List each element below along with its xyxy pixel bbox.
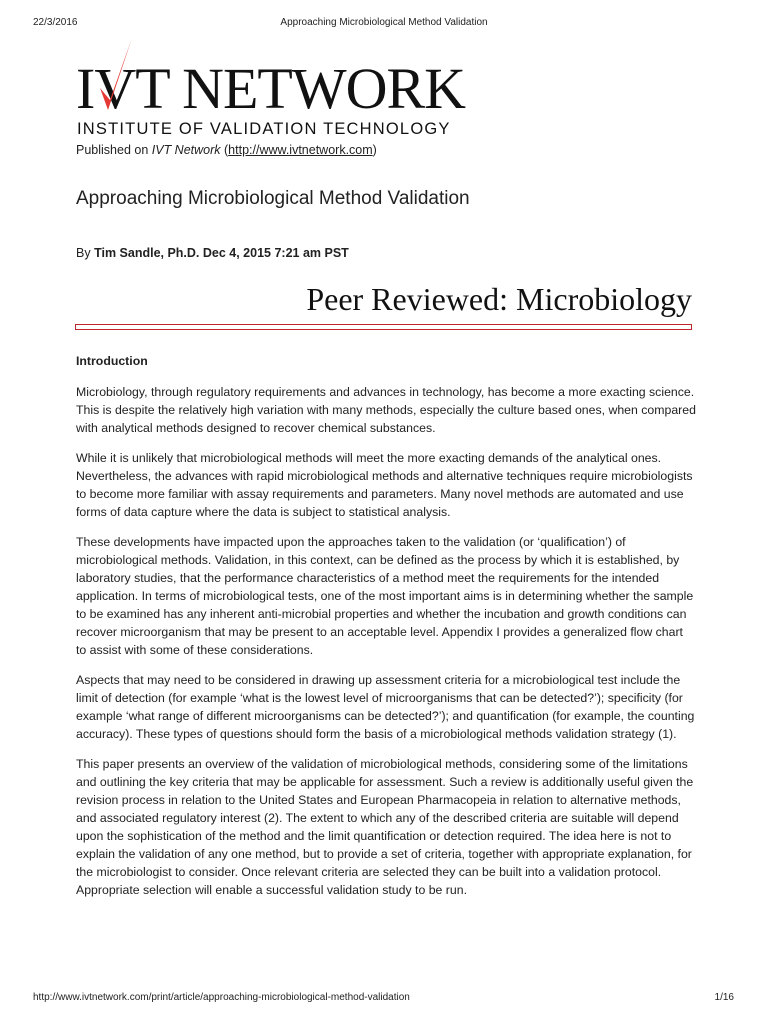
print-url: http://www.ivtnetwork.com/print/article/approaching-microbiological-method-validation	[33, 992, 410, 1003]
article-body	[76, 352, 696, 911]
paragraph: While it is unlikely that microbiological methods will meet the more exacting demands of the analytical ones. Nevertheless, the advances with rapid microbiological methods and alternative techniques require microbiologists to become more familiar with assay requirements and parameters. Many novel methods are automated and use forms of data capture where the data is subject to statistical analysis.	[76, 451, 693, 519]
section-divider	[75, 324, 692, 330]
section-heading: Introduction	[76, 354, 148, 368]
logo-wordmark: IVT NETWORK	[76, 56, 466, 121]
published-site: IVT Network	[151, 143, 221, 157]
checkmark-icon	[94, 36, 136, 116]
published-open: (	[220, 143, 229, 157]
section-title: Peer Reviewed: Microbiology	[306, 281, 692, 317]
published-prefix: Published on	[76, 143, 152, 157]
byline-prefix: By	[76, 246, 95, 260]
author-date: Tim Sandle, Ph.D. Dec 4, 2015 7:21 am PST	[94, 246, 349, 260]
page-number: 1/16	[714, 992, 734, 1003]
paragraph: Microbiology, through regulatory requirements and advances in technology, has become a more exacting science. This is despite the relatively high variation with many methods, especially the culture based ones, when compared with analytical methods designed to recover chemical substances.	[76, 385, 696, 435]
paragraph: This paper presents an overview of the validation of microbiological methods, considering some of the limitations and outlining the key criteria that may be applicable for assessment. Such a review is additionally useful given the revision process in relation to the United States and European Pharmacopeia in relation to alternative methods, and associated regulatory interest (2). The extent to which any of the described criteria are suitable will depend upon the sophistication of the method and the limit quantification or detection required. The idea here is not to explain the validation of any one method, but to provide a set of criteria, together with appropriate explanation, for the microbiologist to consider. Once relevant criteria are selected they can be built into a validation protocol. Appropriate selection will enable a successful validation study to be run.	[76, 757, 694, 897]
logo-tagline: INSTITUTE OF VALIDATION TECHNOLOGY	[77, 120, 451, 138]
print-header	[0, 17, 768, 31]
paragraph: These developments have impacted upon the approaches taken to the validation (or ‘qualification’) of microbiological methods. Validation, in this context, can be defined as the process by which it is established, by laboratory studies, that the performance characteristics of a method meet the requirements for the intended application. In terms of microbiological tests, one of the most important aims is in determining whether the sample to be examined has any inherent anti-microbial properties and whether the incubation and growth conditions can recover microorganism that may be present to an acceptable level. Appendix I provides a generalized flow chart to assist with some of these considerations.	[76, 535, 694, 657]
published-line	[76, 143, 377, 157]
byline	[76, 246, 349, 260]
ivt-network-logo[interactable]	[76, 42, 480, 142]
published-close: )	[372, 143, 377, 157]
paragraph: Aspects that may need to be considered in drawing up assessment criteria for a microbiological test include the limit of detection (for example ‘what is the lowest level of microorganisms that can be detected?’); specificity (for example ‘what range of different microorganisms can be detected?’); and quantification (for example, the counting accuracy). These types of questions should form the basis of a microbiological methods validation strategy (1).	[76, 673, 695, 741]
article-title: Approaching Microbiological Method Validation	[76, 188, 470, 209]
print-title: Approaching Microbiological Method Validation	[280, 17, 488, 28]
print-date: 22/3/2016	[33, 17, 78, 28]
print-footer	[0, 992, 768, 1006]
site-link[interactable]: http://www.ivtnetwork.com	[228, 143, 373, 157]
